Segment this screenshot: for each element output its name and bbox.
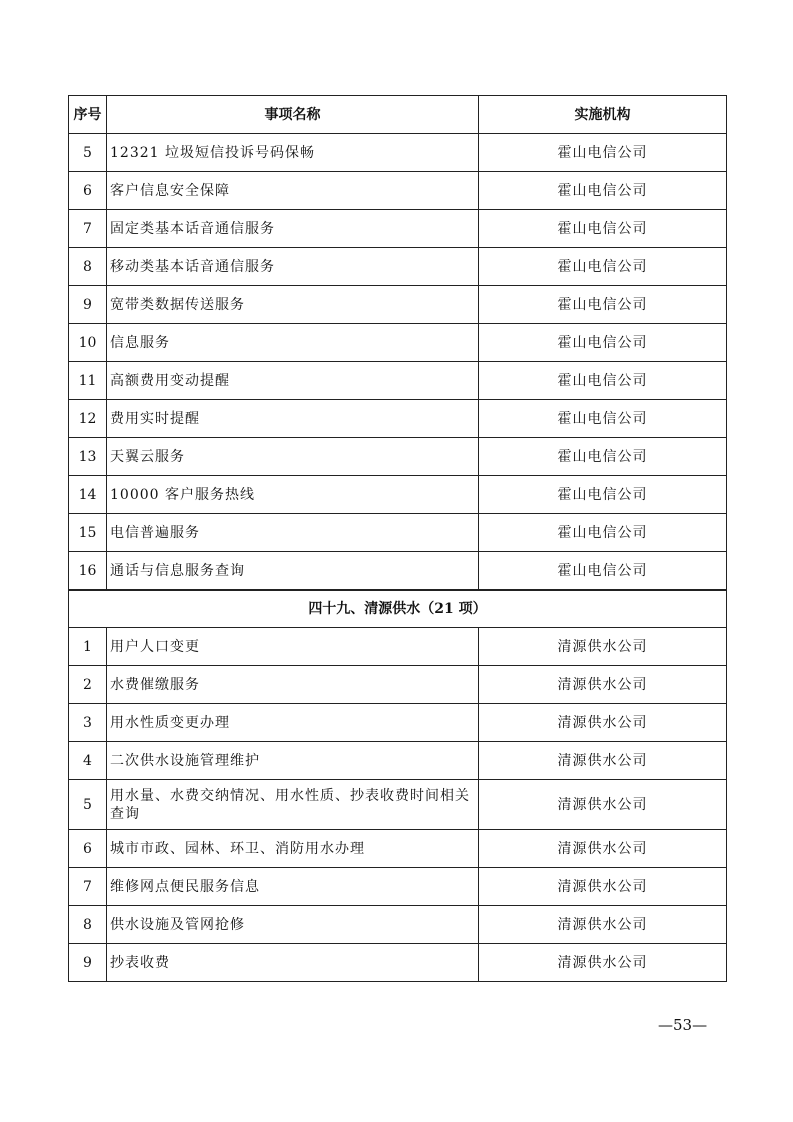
row-no: 6 xyxy=(69,172,107,210)
row-org: 霍山电信公司 xyxy=(479,552,727,591)
table-row xyxy=(69,628,727,666)
row-name: 移动类基本话音通信服务 xyxy=(107,248,479,286)
header-no: 序号 xyxy=(69,96,107,134)
row-no: 5 xyxy=(69,780,107,830)
row-org: 清源供水公司 xyxy=(479,704,727,742)
table-row xyxy=(69,552,727,591)
header-name: 事项名称 xyxy=(107,96,479,134)
row-name: 12321 垃圾短信投诉号码保畅 xyxy=(107,134,479,172)
row-no: 5 xyxy=(69,134,107,172)
row-org: 霍山电信公司 xyxy=(479,438,727,476)
service-items-table xyxy=(68,95,727,982)
row-name: 通话与信息服务查询 xyxy=(107,552,479,591)
row-name: 固定类基本话音通信服务 xyxy=(107,210,479,248)
table-row xyxy=(69,906,727,944)
row-no: 9 xyxy=(69,286,107,324)
row-org: 霍山电信公司 xyxy=(479,324,727,362)
row-org: 霍山电信公司 xyxy=(479,476,727,514)
table-row xyxy=(69,742,727,780)
row-no: 4 xyxy=(69,742,107,780)
row-org: 霍山电信公司 xyxy=(479,514,727,552)
row-org: 清源供水公司 xyxy=(479,628,727,666)
row-name: 10000 客户服务热线 xyxy=(107,476,479,514)
row-org: 霍山电信公司 xyxy=(479,248,727,286)
section-title: 四十九、清源供水（21 项） xyxy=(69,590,727,628)
row-name: 信息服务 xyxy=(107,324,479,362)
table-row xyxy=(69,438,727,476)
row-org: 霍山电信公司 xyxy=(479,286,727,324)
table-row xyxy=(69,172,727,210)
row-org: 霍山电信公司 xyxy=(479,362,727,400)
table-row xyxy=(69,324,727,362)
row-org: 清源供水公司 xyxy=(479,906,727,944)
row-no: 2 xyxy=(69,666,107,704)
table-row xyxy=(69,210,727,248)
row-name: 费用实时提醒 xyxy=(107,400,479,438)
row-org: 霍山电信公司 xyxy=(479,134,727,172)
row-name: 维修网点便民服务信息 xyxy=(107,868,479,906)
row-name: 城市市政、园林、环卫、消防用水办理 xyxy=(107,830,479,868)
row-org: 清源供水公司 xyxy=(479,780,727,830)
row-no: 8 xyxy=(69,248,107,286)
row-no: 7 xyxy=(69,210,107,248)
row-name: 高额费用变动提醒 xyxy=(107,362,479,400)
row-no: 9 xyxy=(69,944,107,982)
row-name: 用户人口变更 xyxy=(107,628,479,666)
row-no: 6 xyxy=(69,830,107,868)
row-org: 霍山电信公司 xyxy=(479,210,727,248)
table-row xyxy=(69,134,727,172)
row-org: 清源供水公司 xyxy=(479,742,727,780)
table-row xyxy=(69,780,727,830)
row-no: 13 xyxy=(69,438,107,476)
row-no: 16 xyxy=(69,552,107,591)
table-row xyxy=(69,944,727,982)
row-name: 供水设施及管网抢修 xyxy=(107,906,479,944)
table-row xyxy=(69,286,727,324)
row-org: 清源供水公司 xyxy=(479,944,727,982)
row-org: 清源供水公司 xyxy=(479,666,727,704)
table-row xyxy=(69,362,727,400)
header-org: 实施机构 xyxy=(479,96,727,134)
row-name: 水费催缴服务 xyxy=(107,666,479,704)
row-no: 8 xyxy=(69,906,107,944)
row-org: 清源供水公司 xyxy=(479,868,727,906)
row-name: 用水量、水费交纳情况、用水性质、抄表收费时间相关查询 xyxy=(107,780,479,830)
section-header-row xyxy=(69,590,727,628)
table-row xyxy=(69,666,727,704)
table-row xyxy=(69,868,727,906)
row-name: 用水性质变更办理 xyxy=(107,704,479,742)
row-name: 电信普遍服务 xyxy=(107,514,479,552)
table-row xyxy=(69,514,727,552)
row-name: 客户信息安全保障 xyxy=(107,172,479,210)
table-row xyxy=(69,248,727,286)
table-row xyxy=(69,704,727,742)
row-no: 10 xyxy=(69,324,107,362)
row-org: 清源供水公司 xyxy=(479,830,727,868)
table-row xyxy=(69,400,727,438)
table-row xyxy=(69,476,727,514)
page-number: —53— xyxy=(658,1016,708,1034)
row-no: 15 xyxy=(69,514,107,552)
row-name: 宽带类数据传送服务 xyxy=(107,286,479,324)
row-name: 天翼云服务 xyxy=(107,438,479,476)
row-no: 11 xyxy=(69,362,107,400)
row-no: 3 xyxy=(69,704,107,742)
row-no: 14 xyxy=(69,476,107,514)
row-org: 霍山电信公司 xyxy=(479,172,727,210)
row-no: 1 xyxy=(69,628,107,666)
row-no: 7 xyxy=(69,868,107,906)
row-no: 12 xyxy=(69,400,107,438)
table-header-row xyxy=(69,96,727,134)
row-name: 抄表收费 xyxy=(107,944,479,982)
table-row xyxy=(69,830,727,868)
row-name: 二次供水设施管理维护 xyxy=(107,742,479,780)
row-org: 霍山电信公司 xyxy=(479,400,727,438)
